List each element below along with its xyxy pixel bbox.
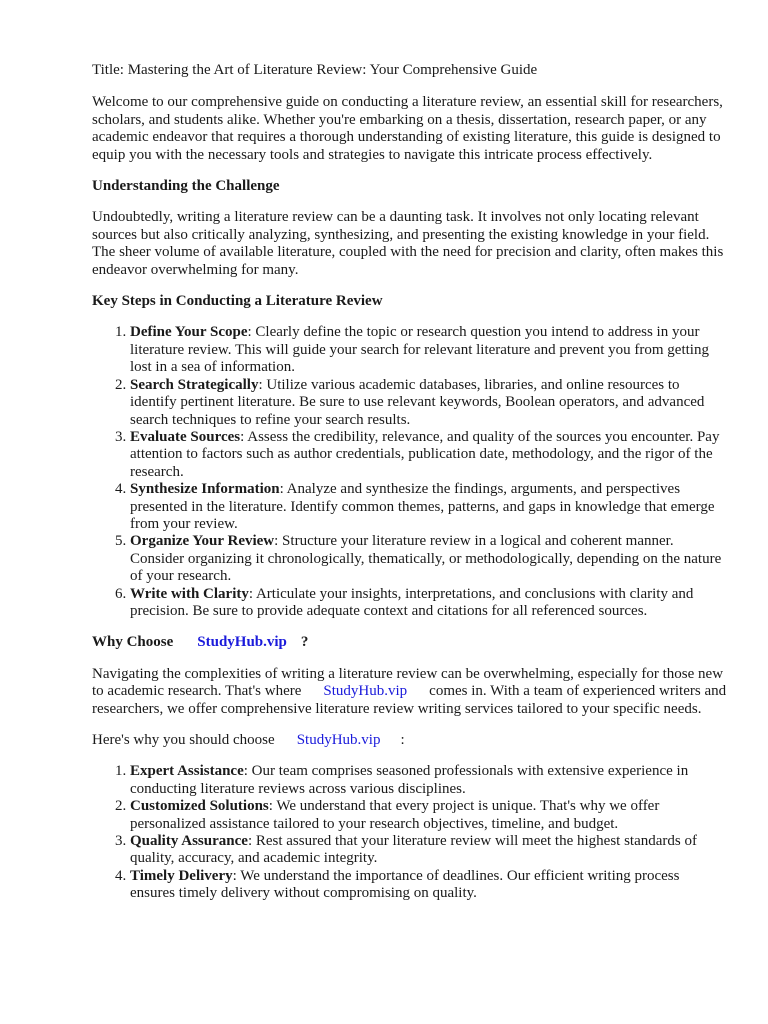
challenge-paragraph: Undoubtedly, writing a literature review can be a daunting task. It involves not only locating relevant sources but also critically analyzing, synthesizing, and presenting the existing knowledge in your field. The sheer volume of available literature, coupled with the need for precision and clarity, often makes this endeavor overwhelming for many. (92, 209, 724, 278)
choose-prefix: Here's why you should choose (92, 732, 275, 748)
reason-item (130, 798, 728, 833)
reasons-list (92, 763, 728, 902)
reason-term: Quality Assurance (130, 833, 248, 850)
steps-heading: Key Steps in Conducting a Literature Review (92, 293, 383, 310)
step-item (130, 324, 728, 376)
step-text: : Analyze and synthesize the findings, arguments, and perspectives presented in the literature. Identify common themes, patterns, and gaps in knowledge that emerge from your review. (130, 481, 715, 532)
step-term: Synthesize Information (130, 481, 280, 498)
step-term: Organize Your Review (130, 533, 275, 550)
step-item (130, 377, 728, 429)
step-text: : Clearly define the topic or research question you intend to address in your literature review. This will guide your search for relevant literature and prevent you from getting lost in a sea of information. (130, 324, 709, 376)
step-text: : Articulate your insights, interpretations, and conclusions with clarity and precision. Be sure to provide adequate context and citations for all referenced sources. (130, 585, 694, 619)
step-term: Evaluate Sources (130, 428, 241, 445)
choose-line (92, 732, 728, 749)
why-choose-heading (92, 634, 728, 651)
studyhub-link[interactable]: StudyHub.vip (197, 634, 287, 651)
steps-list (92, 324, 728, 620)
step-item (130, 586, 728, 621)
studyhub-link[interactable]: StudyHub.vip (296, 732, 381, 748)
why-paragraph (92, 666, 728, 718)
step-text: : Assess the credibility, relevance, and quality of the sources you encounter. Pay attention to factors such as author credentials, publication date, methodology, and the rigor of the research. (130, 428, 720, 480)
step-term: Write with Clarity (130, 585, 249, 602)
reason-text: : Rest assured that your literature review will meet the highest standards of quality, accuracy, and academic integrity. (130, 833, 697, 867)
reason-text: : We understand that every project is unique. That's why we offer personalized assistance tailored to your research objectives, timeline, and budget. (130, 798, 660, 832)
choose-suffix: : (400, 732, 405, 748)
why-body-after: comes in. With a team of experienced writers and researchers, we offer comprehensive literature review writing services tailored to your specific needs. (92, 683, 727, 717)
step-item (130, 481, 728, 533)
reason-item (130, 868, 728, 903)
step-term: Search Strategically (130, 376, 259, 393)
studyhub-link[interactable]: StudyHub.vip (323, 683, 408, 700)
reason-term: Expert Assistance (130, 763, 244, 780)
document-title: Title: Mastering the Art of Literature Review: Your Comprehensive Guide (92, 62, 538, 78)
reason-term: Customized Solutions (130, 798, 269, 815)
reason-item (130, 833, 728, 868)
reason-term: Timely Delivery (130, 867, 233, 884)
step-term: Define Your Scope (130, 324, 248, 341)
step-text: : Utilize various academic databases, libraries, and online resources to identify pertinent literature. Be sure to use relevant keywords, Boolean operators, and advanced search techniques to refine your search results. (130, 376, 705, 428)
why-heading-prefix: Why Choose (92, 634, 174, 651)
reason-text: : We understand the importance of deadlines. Our efficient writing process ensures timely delivery without compromising on quality. (130, 867, 680, 902)
why-heading-suffix: ? (300, 634, 309, 651)
step-item (130, 533, 728, 585)
challenge-heading: Understanding the Challenge (92, 178, 280, 195)
reason-text: : Our team comprises seasoned professionals with extensive experience in conducting literature reviews across various disciplines. (130, 763, 689, 797)
why-body-before: Navigating the complexities of writing a literature review can be overwhelming, especially for those new to academic research. That's where (92, 665, 724, 700)
reason-item (130, 763, 728, 798)
step-text: : Structure your literature review in a logical and coherent manner. Consider organizing it chronologically, thematically, or methodologically, depending on the nature of your research. (130, 533, 722, 585)
step-item (130, 429, 728, 481)
intro-paragraph: Welcome to our comprehensive guide on conducting a literature review, an essential skill for researchers, scholars, and students alike. Whether you're embarking on a thesis, dissertation, research paper, or any academic endeavor that requires a thorough understanding of existing literature, this guide is designed to equip you with the necessary tools and strategies to navigate this intricate process effectively. (92, 94, 723, 163)
